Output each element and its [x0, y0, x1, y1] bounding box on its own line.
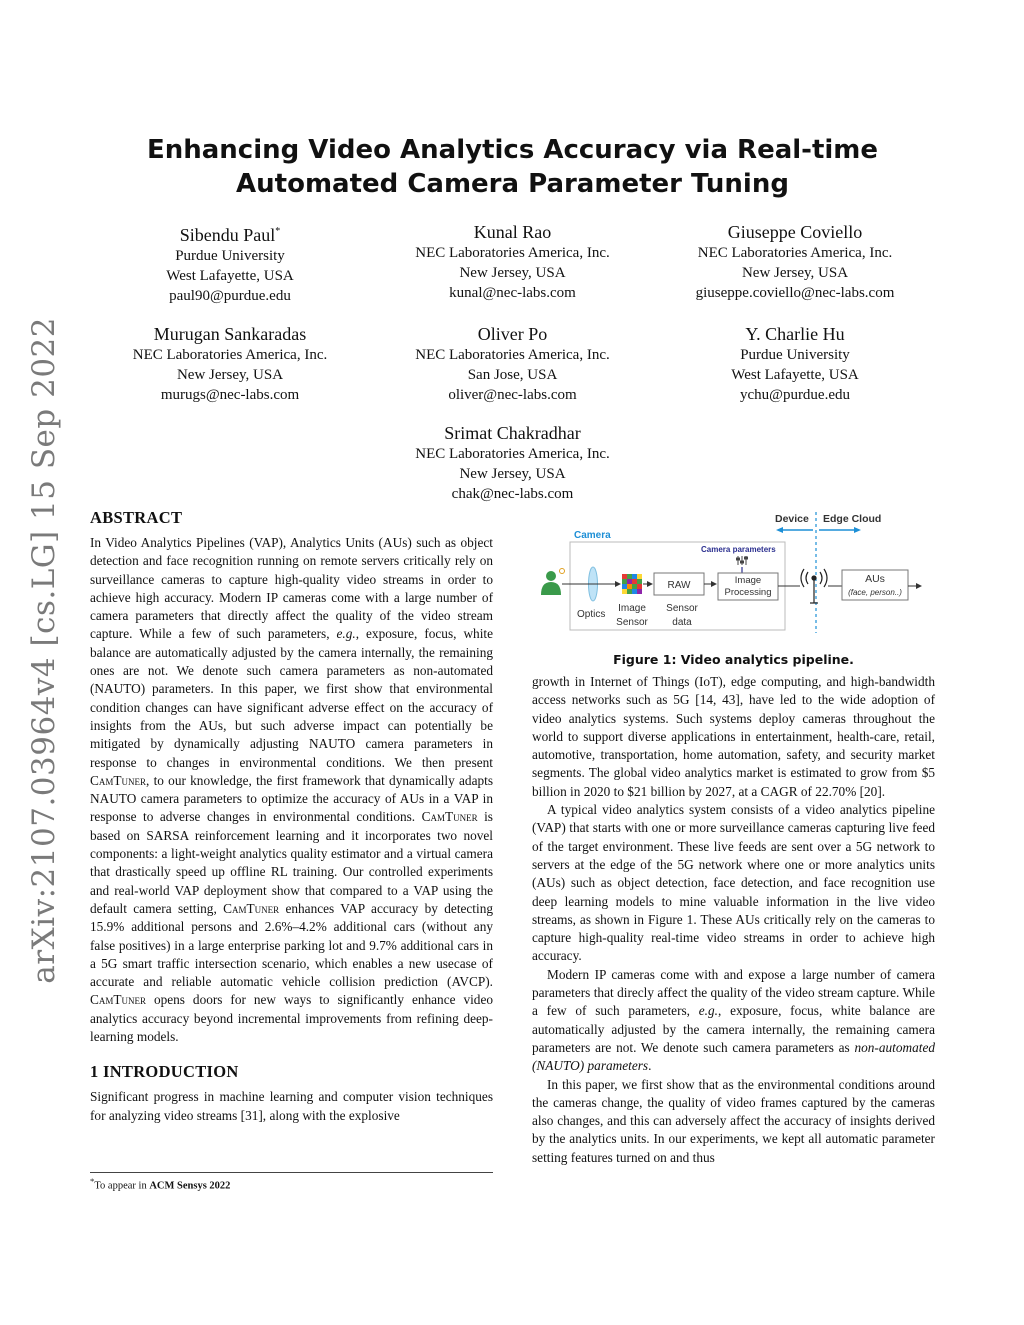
raw-arrow-head [711, 581, 717, 587]
device-arrow-head [776, 527, 783, 533]
author-affiliation: Purdue University [175, 248, 285, 264]
sliders-icon [737, 556, 748, 565]
author-email: ychu@purdue.edu [739, 387, 851, 403]
image-sensor-grid [622, 574, 642, 594]
author-affiliation: NEC Laboratories America, Inc. [697, 245, 893, 261]
pipeline-diagram [532, 508, 935, 658]
footnote-text: To appear in [94, 1180, 150, 1192]
author-footnote-mark: * [275, 226, 281, 237]
aus-sublabel: (face, person..) [848, 588, 902, 597]
footnote [90, 1172, 493, 1192]
image-processing-label-line1: Image [734, 575, 762, 586]
sensor-arrow-head [647, 581, 653, 587]
author [373, 323, 653, 405]
abstract-text: In Video Analytics Pipelines (VAP), Analytics Units (AUs) such as object detection and face recognition running on remote servers critically rely on surveillance cameras to capture high-quality video streams in order to achieve high accuracy. Modern IP cameras come with a large number of camera parameters that directly affect the quality of the video stream capture. While a few of such parameters, e.g., exposure, focus, white balance are automatically adjusted by the camera internally, the remaining ones are not. We denote such camera parameters as non-automated (NAUTO) parameters. In this paper, we first show that environmental condition changes can have significant adverse effect on the accuracy of insights from the AUs, but such adverse impact can potentially be mitigated by dynamically adjusting NAUTO camera parameters in response to changes in environmental conditions. We then present CamTuner, to our knowledge, the first framework that dynamically adapts NAUTO camera parameters to optimize the accuracy of AUs in a VAP in response to adverse changes in environmental conditions. CamTuner is based on SARSA reinforcement learning and it incorporates two novel components: a light-weight analytics quality estimator and a virtual camera that drastically speed up offline RL training. Our controlled experiments and real-world VAP deployment show that compared to a VAP using the default camera setting, CamTuner enhances VAP accuracy by detecting 15.9% additional persons and 2.6%–4.2% additional cars (without any false positives) in a large enterprise parking lot and 9.7% additional cars in a 5G smart traffic intersection scenario, which enables a new usecase of accurate and reliable automatic vehicle collision prediction (AVCP). CamTuner opens doors for new ways to significantly enhance video analytics accuracy beyond incremental improvements from refining deep-learning models. [90, 535, 493, 1045]
author-email: kunal@nec-labs.com [449, 285, 576, 301]
author-affiliation: NEC Laboratories America, Inc. [132, 347, 328, 363]
author-name: Y. Charlie Hu [745, 324, 845, 344]
intro-paragraph-continued: growth in Internet of Things (IoT), edge computing, and high-bandwidth access networks such as 5G [14, 43], have led to the wide adoption of video analytics systems. Such systems deploy cameras throughout the world to support diverse applications in entertainment, health-care, retail, automotive, transportation, home automation, safety, and security market segments. The global video analytics market is estimated to grow from $5 billion in 2020 to $21 billion by 2027, at a CAGR of 22.70% [20]. [532, 674, 935, 799]
raw-label: RAW [667, 580, 691, 591]
author-row [90, 221, 935, 306]
author [90, 221, 370, 306]
author-row [90, 323, 935, 405]
image-processing-label-line2: Processing [724, 587, 772, 598]
arxiv-identifier [14, 316, 74, 984]
author-location: West Lafayette, USA [731, 367, 859, 383]
author-location: New Jersey, USA [459, 265, 566, 281]
camera-parameters-label: Camera parameters [701, 545, 776, 554]
antenna-icon [801, 569, 827, 603]
output-arrow-head [916, 583, 922, 589]
intro-paragraph: Modern IP cameras come with and expose a large number of camera parameters that direcly affect the quality of the video stream capture. While a few of such parameters, e.g., exposure, focus, white balance are automatically adjusted by the camera internally, the remaining camera parameters are not. We denote such camera parameters as non-automated (NAUTO) parameters. [532, 966, 935, 1074]
introduction-heading: 1 INTRODUCTION [90, 1062, 239, 1082]
author [655, 323, 935, 405]
author-block [90, 221, 935, 521]
author-email: paul90@purdue.edu [169, 288, 291, 304]
intro-paragraph: Significant progress in machine learning and computer vision techniques for analyzing video streams [31], along with the explosive [90, 1089, 493, 1123]
left-column [90, 508, 493, 1125]
author-name: Murugan Sankaradas [153, 324, 307, 344]
author-location: New Jersey, USA [741, 265, 849, 281]
author-row [90, 422, 935, 504]
author-name: Kunal Rao [473, 222, 552, 242]
author-name: Sibendu Paul [179, 225, 276, 245]
footnote-venue: ACM Sensys 2022 [149, 1180, 231, 1192]
arxiv-id-text: arXiv:2107.03964v4 [cs.LG] 15 Sep 2022 [26, 316, 62, 984]
author [373, 422, 653, 504]
footnote-mark: * [90, 1176, 95, 1186]
abstract-heading: ABSTRACT [90, 508, 183, 527]
optics-arrow-head [615, 581, 621, 587]
author-name: Giuseppe Coviello [727, 222, 863, 242]
author-email: murugs@nec-labs.com [160, 387, 300, 403]
sensor-data-label-line1: Sensor [666, 603, 698, 614]
author-location: New Jersey, USA [176, 367, 284, 383]
author-email: chak@nec-labs.com [451, 486, 574, 502]
figure-1 [532, 508, 935, 658]
figure-caption: Figure 1: Video analytics pipeline. [613, 652, 854, 667]
optics-label: Optics [577, 609, 606, 620]
author-email: oliver@nec-labs.com [448, 387, 577, 403]
author [90, 323, 370, 405]
aus-label: AUs [865, 573, 885, 585]
author-name: Oliver Po [477, 324, 548, 344]
intro-paragraph: A typical video analytics system consists of a video analytics pipeline (VAP) that starts with one or more surveillance cameras capturing live feed of the target environment. These live feeds are sent over a 5G network to servers at the edge of the 5G network where one or more analytics units (AUs) such as object detection, face detection, and face recognition use deep learning models to mine valuable information in the live video streams, as shown in Figure 1. These AUs critically rely on the cameras to capture high-quality real-time video streams in order to achieve high accuracy. [532, 802, 935, 964]
author [655, 221, 935, 306]
author-affiliation: NEC Laboratories America, Inc. [415, 446, 610, 462]
device-label: Device [775, 513, 809, 525]
edge-arrow-head [854, 527, 861, 533]
author-location: West Lafayette, USA [166, 268, 294, 284]
paper-title: Enhancing Video Analytics Accuracy via Real-time Automated Camera Parameter Tuning [146, 135, 879, 199]
person-icon [541, 569, 565, 596]
author-location: New Jersey, USA [459, 466, 566, 482]
camera-label: Camera [574, 530, 611, 541]
image-sensor-label-line2: Sensor [616, 617, 648, 628]
author [373, 221, 653, 306]
image-sensor-label-line1: Image [618, 603, 646, 614]
author-location: San Jose, USA [467, 367, 558, 383]
edge-cloud-label: Edge Cloud [823, 513, 882, 525]
author-name: Srimat Chakradhar [444, 423, 581, 443]
author-affiliation: NEC Laboratories America, Inc. [415, 347, 610, 363]
intro-paragraph: In this paper, we first show that as the environmental conditions around the cameras change, the quality of video frames captured by the cameras also changes, and this can adversely affect the accuracy of insights derived by the analytics units. In our experiments, we kept all automatic parameter setting features turned on and thus [532, 1076, 935, 1165]
author-affiliation: Purdue University [740, 347, 850, 363]
author-email: giuseppe.coviello@nec-labs.com [695, 285, 895, 301]
author-affiliation: NEC Laboratories America, Inc. [415, 245, 610, 261]
right-column [532, 673, 935, 1167]
sensor-data-label-line2: data [672, 617, 692, 628]
